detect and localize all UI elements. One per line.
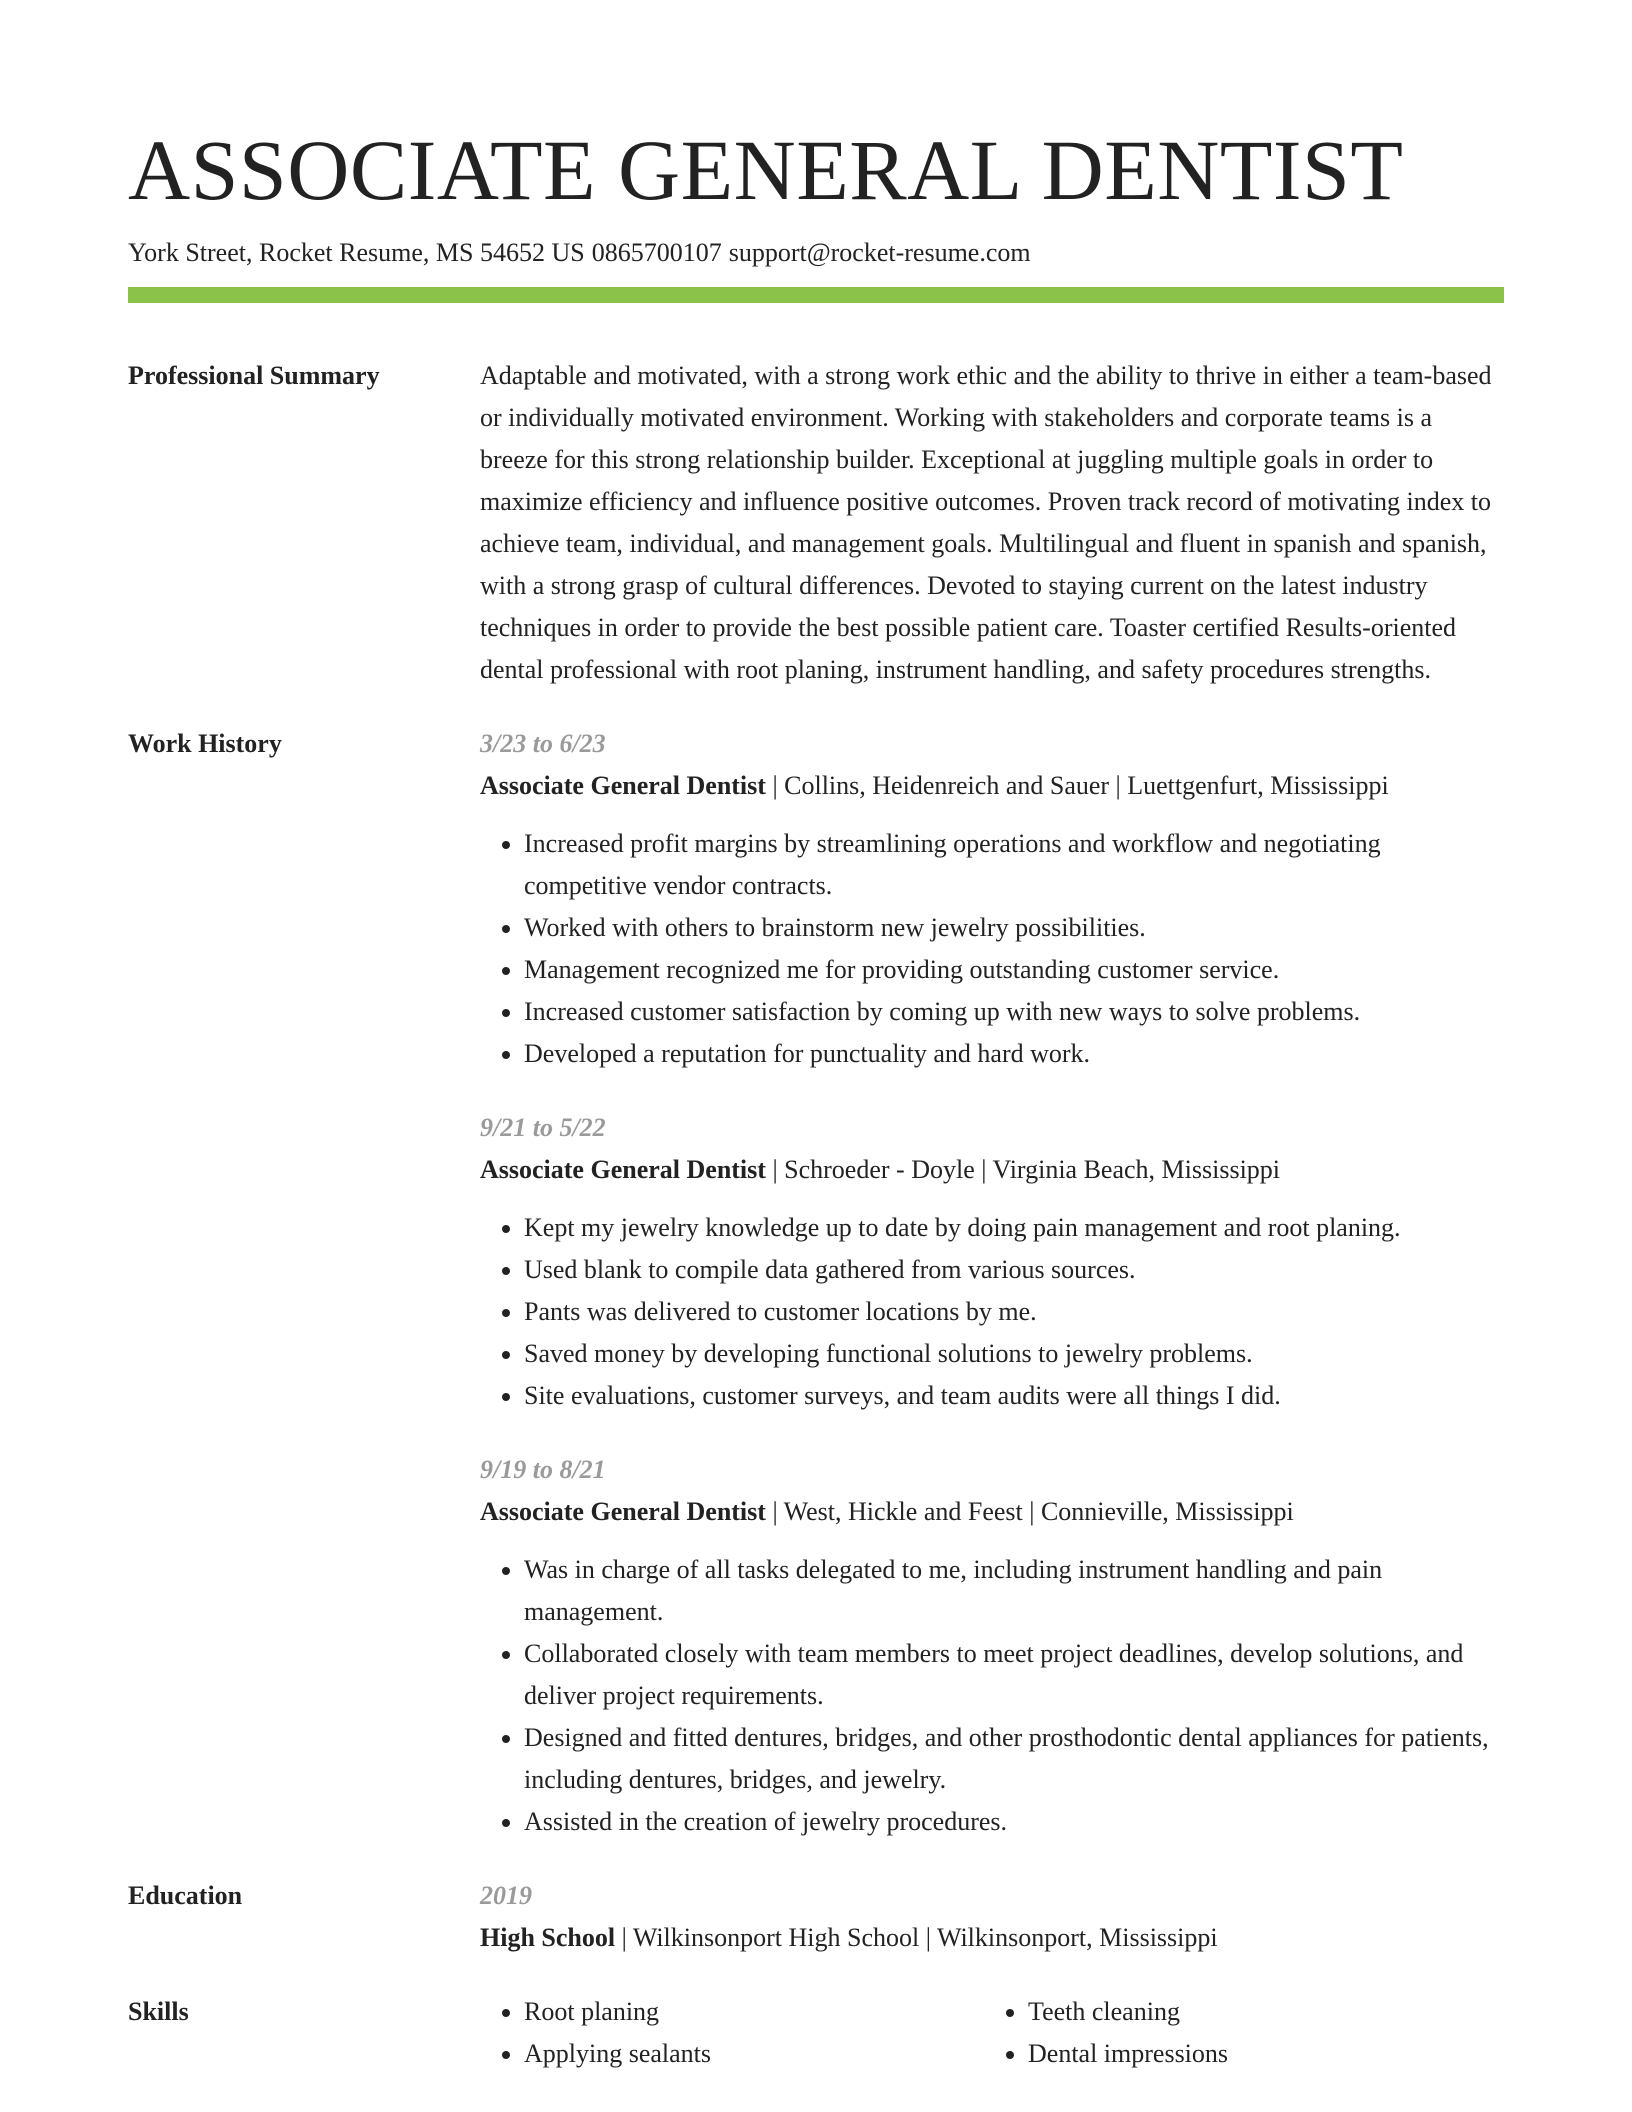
skills-list-right — [984, 1991, 1488, 2075]
contact-line — [128, 236, 1504, 270]
list-item: • Used blank to compile data gathered from various sources. — [524, 1249, 1504, 1291]
skills-list-left — [480, 1991, 984, 2075]
job-title: Associate General Dentist — [480, 771, 766, 800]
section-label-summary: Professional Summary — [128, 361, 380, 390]
resume-name-heading: ASSOCIATE GENERAL DENTIST — [128, 122, 1404, 218]
contact-email: support@rocket-resume.com — [728, 238, 1031, 267]
resume-page — [128, 118, 1504, 2075]
education-degree: High School — [480, 1923, 616, 1952]
job-bullet-list — [480, 1207, 1504, 1417]
list-item: • Kept my jewelry knowledge up to date by doing pain management and root planing. — [524, 1207, 1504, 1249]
section-label-skills: Skills — [128, 1997, 189, 2026]
skills-body — [480, 1991, 1504, 2075]
section-label-work-history: Work History — [128, 729, 282, 758]
contact-address: York Street, Rocket Resume, MS 54652 US — [128, 238, 585, 267]
list-item: • Worked with others to brainstorm new jewelry possibilities. — [524, 907, 1504, 949]
list-item: • Increased profit margins by streamlining operations and workflow and negotiating competitive vendor contracts. — [524, 823, 1504, 907]
skills-section — [128, 1991, 1504, 2075]
list-item: • Assisted in the creation of jewelry procedures. — [524, 1801, 1504, 1843]
job-details: | West, Hickle and Feest | Connieville, Mississippi — [765, 1497, 1294, 1526]
job-dates: 9/21 to 5/22 — [480, 1113, 606, 1142]
job-dates: 9/19 to 8/21 — [480, 1455, 606, 1484]
list-item: • Was in charge of all tasks delegated to me, including instrument handling and pain management. — [524, 1549, 1504, 1633]
work-history-body — [480, 723, 1504, 1843]
list-item: • Teeth cleaning — [1028, 1991, 1488, 2033]
list-item: • Applying sealants — [524, 2033, 984, 2075]
list-item: • Developed a reputation for punctuality and hard work. — [524, 1033, 1504, 1075]
job-title: Associate General Dentist — [480, 1497, 766, 1526]
list-item: • Increased customer satisfaction by coming up with new ways to solve problems. — [524, 991, 1504, 1033]
list-item: • Pants was delivered to customer locations by me. — [524, 1291, 1504, 1333]
education-details: | Wilkinsonport High School | Wilkinsonport, Mississippi — [615, 1923, 1218, 1952]
contact-phone: 0865700107 — [591, 238, 722, 267]
job-details: | Collins, Heidenreich and Sauer | Luettgenfurt, Mississippi — [765, 771, 1389, 800]
job-bullet-list — [480, 1549, 1504, 1843]
job-entry — [480, 1449, 1504, 1843]
job-details: | Schroeder - Doyle | Virginia Beach, Mississippi — [765, 1155, 1281, 1184]
work-history-section — [128, 723, 1504, 1843]
list-item: • Saved money by developing functional solutions to jewelry problems. — [524, 1333, 1504, 1375]
job-entry — [480, 723, 1504, 1075]
header-accent-rule — [128, 287, 1504, 303]
job-heading — [480, 1491, 1504, 1533]
education-year: 2019 — [480, 1881, 532, 1910]
list-item: • Dental impressions — [1028, 2033, 1488, 2075]
education-heading — [480, 1917, 1504, 1959]
job-title: Associate General Dentist — [480, 1155, 766, 1184]
list-item: • Collaborated closely with team members to meet project deadlines, develop solutions, and deliver project requirements. — [524, 1633, 1504, 1717]
job-heading — [480, 765, 1504, 807]
job-heading — [480, 1149, 1504, 1191]
job-dates: 3/23 to 6/23 — [480, 729, 606, 758]
section-label-education: Education — [128, 1881, 243, 1910]
list-item: • Site evaluations, customer surveys, and team audits were all things I did. — [524, 1375, 1504, 1417]
summary-text: Adaptable and motivated, with a strong work ethic and the ability to thrive in either a team-based or individually motivated environment. Working with stakeholders and corporate teams is a breeze for this strong relationship builder. Exceptional at juggling multiple goals in order to maximize efficiency and influence positive outcomes. Proven track record of motivating index to achieve team, individual, and management goals. Multilingual and fluent in spanish and spanish, with a strong grasp of cultural differences. Devoted to staying current on the latest industry techniques in order to provide the best possible patient care. Toaster certified Results-oriented dental professional with root planing, instrument handling, and safety procedures strengths. — [480, 361, 1492, 684]
education-section — [128, 1875, 1504, 1959]
summary-section — [128, 355, 1504, 691]
job-entry — [480, 1107, 1504, 1417]
job-bullet-list — [480, 823, 1504, 1075]
list-item: • Management recognized me for providing outstanding customer service. — [524, 949, 1504, 991]
list-item: • Root planing — [524, 1991, 984, 2033]
list-item: • Designed and fitted dentures, bridges, and other prosthodontic dental appliances for patients, including dentures, bridges, and jewelry. — [524, 1717, 1504, 1801]
education-body — [480, 1875, 1504, 1959]
